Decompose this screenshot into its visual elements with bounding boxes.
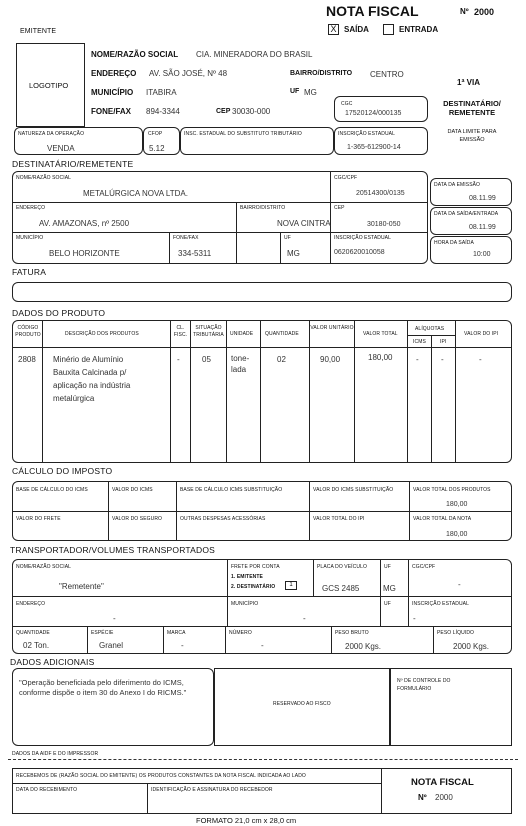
- col-quantidade: QUANTIDADE: [265, 331, 299, 337]
- canhoto-numero: 2000: [435, 793, 453, 802]
- destinatario-cgc: 20514300/0135: [356, 190, 405, 197]
- destinatario-insc-label: INSCRIÇÃO ESTADUAL: [334, 235, 391, 241]
- col-valor-unitario: VALOR UNITÁRIO: [310, 325, 354, 331]
- destinatario-endereco: AV. AMAZONAS, nº 2500: [39, 219, 130, 228]
- data-emissao: 08.11.99: [469, 195, 496, 202]
- hora-saida: 10:00: [473, 251, 491, 258]
- primeira-via: 1ª VIA: [457, 78, 480, 87]
- cfop: 5.12: [149, 144, 165, 153]
- numero: -: [261, 641, 264, 650]
- quantidade: 02 Ton.: [23, 641, 50, 650]
- peso-bruto-label: PESO BRUTO: [335, 630, 369, 636]
- canhoto-box: [12, 768, 512, 814]
- fatura-box: [12, 282, 512, 302]
- frete-label: VALOR DO FRETE: [16, 516, 61, 522]
- transp-cgc: -: [458, 580, 461, 589]
- transp-uf2-label: UF: [384, 601, 391, 607]
- peso-liquido-label: PESO LÍQUIDO: [437, 630, 475, 636]
- item-icms: -: [416, 355, 419, 364]
- valor-sub-label: VALOR DO ICMS SUBSTITUIÇÃO: [313, 487, 394, 493]
- item-valor-total: 180,00: [368, 353, 393, 362]
- hora-saida-box: [430, 236, 512, 264]
- destinatario-bairro-label: BAIRRO/DISTRITO: [240, 205, 286, 211]
- imposto-box: [12, 481, 512, 541]
- emitente-insc: 1-365-612900-14: [347, 144, 401, 151]
- hora-saida-label: HORA DA SAÍDA: [434, 240, 474, 246]
- placa: GCS 2485: [322, 584, 360, 593]
- impressor-label: DADOS DA AIDF E DO IMPRESSOR: [12, 751, 99, 757]
- data-saida-label: DATA DA SAÍDA/ENTRADA: [434, 211, 499, 217]
- transp-cgc-label: CGC/CPF: [412, 564, 436, 570]
- canhoto-numero-label: Nº: [418, 793, 427, 802]
- col-valor-ipi: VALOR DO IPI: [464, 331, 499, 337]
- transp-uf-label: UF: [384, 564, 391, 570]
- emitente-municipio-label: MUNICÍPIO: [91, 88, 134, 97]
- emitente-fone: 894-3344: [146, 107, 180, 116]
- emitente-label: EMITENTE: [20, 28, 57, 35]
- emitente-uf: MG: [304, 88, 317, 97]
- insc-substituto-label: INSC. ESTADUAL DO SUBSTITUTO TRIBUTÁRIO: [184, 131, 302, 137]
- entrada-label: ENTRADA: [399, 25, 439, 34]
- transp-municipio: -: [303, 614, 306, 623]
- item-situacao: 05: [202, 355, 211, 364]
- destinatario-section: DESTINATÁRIO/REMETENTE: [12, 159, 134, 169]
- col-situacao: SITUAÇÃO TRIBUTÁRIA: [193, 325, 224, 338]
- natureza-label: NATUREZA DA OPERAÇÃO: [18, 131, 85, 137]
- transp-nome-label: NOME/RAZÃO SOCIAL: [16, 564, 72, 570]
- item-valor-ipi: -: [479, 355, 482, 364]
- data-recebimento-label: DATA DO RECEBIMENTO: [16, 787, 78, 793]
- imposto-section: CÁLCULO DO IMPOSTO: [12, 466, 113, 476]
- data-saida-box: [430, 207, 512, 235]
- transporte-box: [12, 559, 512, 654]
- col-cl-fisc: CL. FISC.: [173, 325, 188, 338]
- destinatario-insc: 0620620010058: [334, 249, 385, 256]
- destinatario-fone: 334-5311: [178, 249, 212, 258]
- peso-liquido: 2000 Kgs.: [453, 642, 490, 651]
- item-valor-unitario: 90,00: [320, 355, 341, 364]
- saida-label: SAÍDA: [344, 25, 369, 34]
- valor-icms-label: VALOR DO ICMS: [112, 487, 153, 493]
- total-produtos: 180,00: [446, 501, 468, 508]
- transp-municipio-label: MUNICÍPIO: [231, 601, 259, 607]
- col-codigo: CÓDIGO PRODUTO: [15, 325, 41, 338]
- transp-insc-label: INSCRIÇÃO ESTADUAL: [412, 601, 469, 607]
- emitente-nome-label: NOME/RAZÃO SOCIAL: [91, 50, 179, 59]
- destinatario-fone-label: FONE/FAX: [173, 235, 199, 241]
- col-aliquotas: ALÍQUOTAS: [415, 326, 445, 332]
- emitente-insc-box: [334, 127, 428, 155]
- saida-checkbox[interactable]: [328, 24, 339, 35]
- emitente-cep-label: CEP: [216, 108, 231, 115]
- emitente-bairro: CENTRO: [370, 70, 404, 79]
- assinatura-label: IDENTIFICAÇÃO E ASSINATURA DO RECEBEDOR: [151, 787, 273, 793]
- transp-endereco-label: ENDEREÇO: [16, 601, 46, 607]
- base-icms-label: BASE DE CÁLCULO DO ICMS: [16, 487, 88, 493]
- cfop-label: CFOP: [148, 131, 163, 137]
- controle-label: Nº DE CONTROLE DO FORMULÁRIO: [397, 678, 451, 692]
- reservado-fisco-box: [214, 668, 390, 746]
- col-ipi: IPI: [440, 339, 447, 345]
- transporte-section: TRANSPORTADOR/VOLUMES TRANSPORTADOS: [10, 545, 216, 555]
- formato-footer: FORMATO 21,0 cm x 28,0 cm: [196, 816, 297, 825]
- adicionais-texto-box: [12, 668, 214, 746]
- logo-box: [16, 43, 85, 127]
- emitente-endereco: AV. SÃO JOSÉ, Nº 48: [149, 69, 228, 78]
- frete-value: 1: [289, 582, 293, 588]
- destinatario-nome: METALÚRGICA NOVA LTDA.: [83, 189, 188, 198]
- col-unidade: UNIDADE: [230, 331, 254, 337]
- emitente-cgc: 17520124/000135: [345, 110, 402, 117]
- destinatario-endereco-label: ENDEREÇO: [16, 205, 46, 211]
- quantidade-label: QUANTIDADE: [16, 630, 50, 636]
- emitente-municipio: ITABIRA: [146, 88, 177, 97]
- emitente-cgc-box: [334, 96, 428, 122]
- data-emissao-label: DATA DA EMISSÃO: [434, 182, 481, 188]
- destinatario-municipio: BELO HORIZONTE: [49, 249, 120, 258]
- canhoto-titulo: NOTA FISCAL: [411, 777, 474, 788]
- transp-endereco: -: [113, 614, 116, 623]
- destinatario-remetente-label: DESTINATÁRIO/ REMETENTE: [443, 99, 501, 117]
- especie: Granel: [99, 641, 124, 650]
- emitente-insc-label: INSCRIÇÃO ESTADUAL: [338, 131, 395, 137]
- entrada-checkbox[interactable]: [383, 24, 394, 35]
- produtos-table: [12, 320, 512, 463]
- seguro-label: VALOR DO SEGURO: [112, 516, 163, 522]
- item-unidade: tone-lada: [231, 354, 250, 374]
- transp-insc: -: [413, 614, 416, 623]
- adicionais-section: DADOS ADICIONAIS: [10, 657, 95, 667]
- col-descricao: DESCRIÇÃO DOS PRODUTOS: [65, 331, 139, 337]
- total-nota: 180,00: [446, 531, 468, 538]
- total-nota-label: VALOR TOTAL DA NOTA: [413, 516, 472, 522]
- item-codigo: 2808: [18, 355, 36, 364]
- frete-emitente: 1. EMITENTE: [231, 574, 263, 580]
- data-emissao-box: [430, 178, 512, 206]
- total-produtos-label: VALOR TOTAL DOS PRODUTOS: [413, 487, 491, 493]
- especie-label: ESPÉCIE: [91, 630, 114, 636]
- produtos-section: DADOS DO PRODUTO: [12, 308, 106, 318]
- nota-fiscal-title: NOTA FISCAL: [326, 3, 419, 19]
- destinatario-uf: MG: [287, 249, 300, 258]
- nota-number-label: Nº: [460, 7, 469, 16]
- nota-number: 2000: [474, 7, 495, 17]
- numero-label: NÚMERO: [229, 630, 252, 636]
- adicionais-texto: "Operação beneficiada pelo diferimento do ICMS, conforme dispõe o item 30 do Anexo I do RICMS.": [19, 678, 187, 697]
- total-ipi-label: VALOR TOTAL DO IPI: [313, 516, 365, 522]
- col-icms: ICMS: [413, 339, 426, 345]
- placa-label: PLACA DO VEÍCULO: [317, 564, 367, 570]
- base-sub-label: BASE DE CÁLCULO ICMS SUBSTITUIÇÃO: [180, 487, 283, 493]
- outras-label: OUTRAS DESPESAS ACESSÓRIAS: [180, 516, 266, 522]
- frete-checkbox[interactable]: [285, 581, 297, 590]
- transp-nome: "Remetente": [59, 582, 104, 591]
- col-valor-total: VALOR TOTAL: [363, 331, 398, 337]
- recebemos-label: RECEBEMOS DE (RAZÃO SOCIAL DO EMITENTE) OS PRODUTOS CONSTANTES DA NOTA FISCAL INDICADA AO LADO: [16, 773, 306, 779]
- item-ipi: -: [441, 355, 444, 364]
- marca: -: [181, 641, 184, 650]
- frete-destinatario: 2. DESTINATÁRIO: [231, 584, 276, 590]
- emitente-nome: CIA. MINERADORA DO BRASIL: [196, 50, 313, 59]
- destinatario-nome-label: NOME/RAZÃO SOCIAL: [16, 175, 72, 181]
- reservado-fisco: RESERVADO AO FISCO: [273, 701, 331, 707]
- fatura-section: FATURA: [12, 267, 47, 277]
- emitente-endereco-label: ENDEREÇO: [91, 69, 137, 78]
- natureza: VENDA: [47, 144, 75, 153]
- destinatario-cep-label: CEP: [334, 205, 345, 211]
- emitente-cep: 30030-000: [232, 107, 271, 116]
- emitente-fone-label: FONE/FAX: [91, 107, 132, 116]
- logotipo-text: LOGOTIPO: [29, 81, 69, 90]
- data-saida: 08.11.99: [469, 224, 496, 231]
- insc-substituto-box: [180, 127, 334, 155]
- controle-box: [390, 668, 512, 746]
- destinatario-cgc-label: CGC/CPF: [334, 175, 358, 181]
- destinatario-uf-label: UF: [284, 235, 291, 241]
- destinatario-box: [12, 171, 428, 264]
- destinatario-bairro: NOVA CINTRA: [277, 219, 331, 228]
- item-descricao: Minério de Alumínio Bauxita Calcinada p/ aplicação na indústria metalúrgica: [53, 355, 131, 403]
- transp-uf: MG: [383, 584, 396, 593]
- destinatario-municipio-label: MUNICÍPIO: [16, 235, 44, 241]
- marca-label: MARCA: [167, 630, 186, 636]
- cfop-box: [143, 127, 180, 155]
- frete-conta-label: FRETE POR CONTA: [231, 564, 280, 570]
- saida-mark: X: [330, 24, 337, 34]
- item-cl-fisc: -: [177, 355, 180, 364]
- emitente-bairro-label: BAIRRO/DISTRITO: [290, 70, 353, 77]
- item-quantidade: 02: [277, 355, 286, 364]
- destinatario-cep: 30180-050: [367, 221, 401, 228]
- emitente-uf-label: UF: [290, 88, 300, 95]
- natureza-box: [14, 127, 143, 155]
- emitente-cgc-label: CGC: [341, 101, 353, 107]
- data-limite-label: DATA LIMITE PARA EMISSÃO: [447, 129, 497, 143]
- peso-bruto: 2000 Kgs.: [345, 642, 382, 651]
